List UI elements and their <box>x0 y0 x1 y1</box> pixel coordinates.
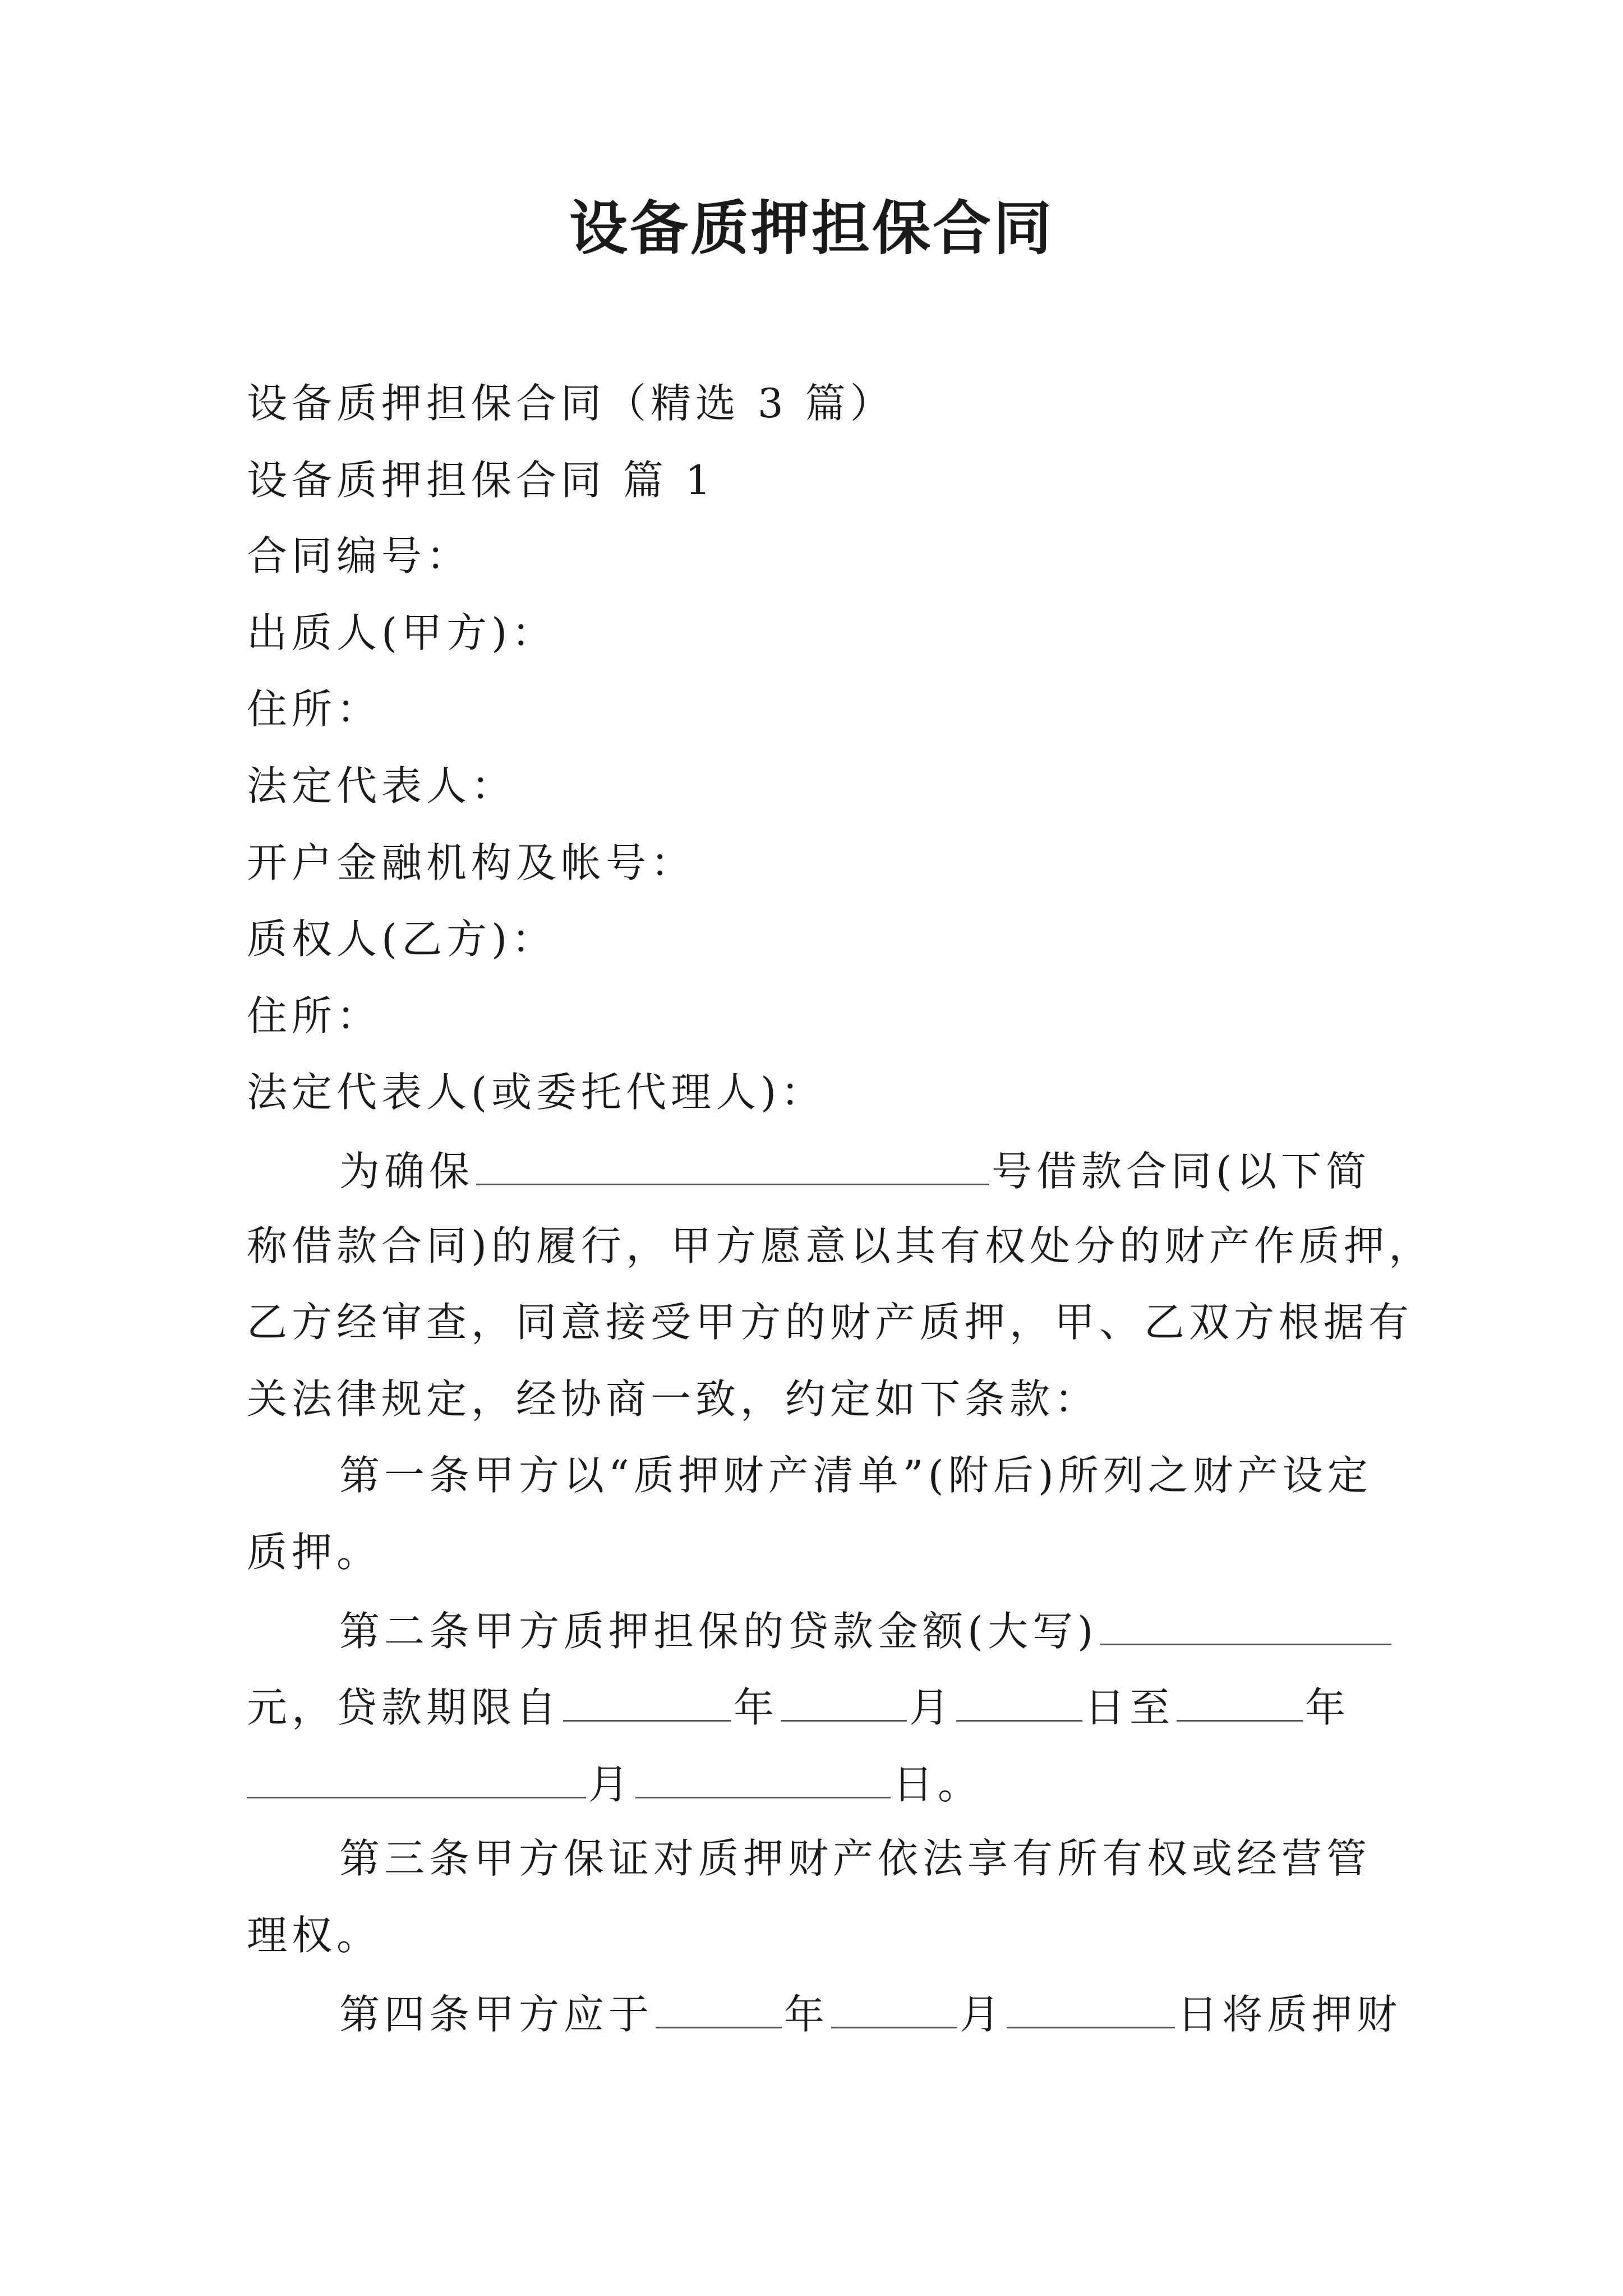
article-2-yuan-text: 元，贷款期限自 <box>247 1684 561 1731</box>
preamble-line-3: 乙方经审查，同意接受甲方的财产质押，甲、乙双方根据有 <box>247 1299 1414 1346</box>
pledgor-bank-label: 开户金融机构及帐号： <box>247 839 696 886</box>
delivery-year-label: 年 <box>784 1991 829 2038</box>
loan-contract-number-blank <box>476 1149 989 1185</box>
article-2-line-3 <box>247 1761 1396 1808</box>
section-heading: 设备质押担保合同 篇 1 <box>247 457 716 504</box>
document-subtitle: 设备质押担保合同（精选 3 篇） <box>247 380 895 427</box>
preamble-text-part-1: 为确保 <box>339 1148 474 1195</box>
article-1-line-2: 质押。 <box>247 1529 382 1576</box>
article-4-line-1 <box>339 1991 1402 2038</box>
end-month-blank <box>247 1762 586 1798</box>
delivery-day-blank <box>1007 1992 1175 2028</box>
article-2-text: 第二条甲方质押担保的贷款金额(大写) <box>339 1608 1098 1655</box>
delivery-month-blank <box>831 1992 957 2028</box>
start-month-blank <box>781 1685 907 1722</box>
pledgee-address-label: 住所： <box>247 992 382 1039</box>
delivery-month-label: 月 <box>960 1991 1005 2038</box>
pledgor-legal-rep-label: 法定代表人： <box>247 762 517 809</box>
contract-number-label: 合同编号： <box>247 532 472 579</box>
delivery-year-blank <box>656 1992 782 2028</box>
article-3-line-2: 理权。 <box>247 1912 382 1959</box>
delivery-day-label: 日将质押财 <box>1177 1991 1402 2038</box>
start-day-blank <box>956 1685 1082 1722</box>
pledgor-address-label: 住所： <box>247 685 382 733</box>
loan-amount-blank <box>1100 1609 1391 1645</box>
end-year-label: 年 <box>1305 1684 1350 1731</box>
preamble-line-1 <box>339 1148 1391 1195</box>
end-day-label: 日。 <box>893 1761 983 1808</box>
start-day-to-label: 日至 <box>1085 1684 1175 1731</box>
pledgee-label: 质权人(乙方)： <box>247 915 557 963</box>
article-1-line-1: 第一条甲方以“质押财产清单”(附后)所列之财产设定 <box>339 1452 1372 1499</box>
article-2-line-1 <box>339 1608 1391 1655</box>
document-title: 设备质押担保合同 <box>569 194 1054 263</box>
article-2-line-2 <box>247 1684 1396 1731</box>
start-year-label: 年 <box>734 1684 779 1731</box>
end-month-label: 月 <box>588 1761 634 1808</box>
pledgor-label: 出质人(甲方)： <box>247 609 557 656</box>
article-3-line-1: 第三条甲方保证对质押财产依法享有所有权或经营管 <box>339 1835 1372 1882</box>
preamble-line-2: 称借款合同)的履行，甲方愿意以其有权处分的财产作质押， <box>247 1222 1434 1269</box>
article-4-text: 第四条甲方应于 <box>339 1991 654 2038</box>
pledgee-legal-rep-label: 法定代表人(或委托代理人)： <box>247 1069 826 1116</box>
preamble-text-part-2: 号借款合同(以下简 <box>992 1148 1371 1195</box>
start-year-blank <box>563 1685 731 1722</box>
start-month-label: 月 <box>909 1684 955 1731</box>
end-year-blank <box>1177 1685 1303 1722</box>
preamble-line-4: 关法律规定，经协商一致，约定如下条款： <box>247 1375 1100 1423</box>
end-day-blank <box>635 1762 891 1798</box>
